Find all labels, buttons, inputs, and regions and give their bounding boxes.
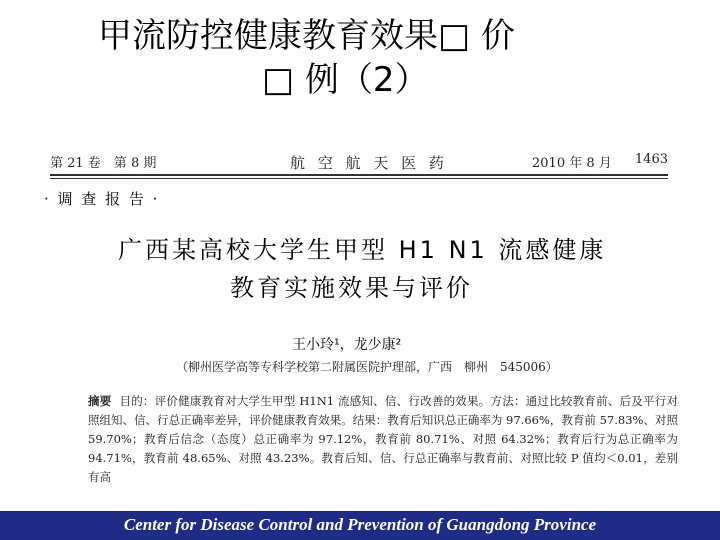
paper-authors: 王小玲¹，龙少康² (292, 337, 402, 353)
header-rule-thin (50, 178, 668, 179)
journal-name: 航 空 航 天 医 药 (290, 154, 448, 172)
journal-volume-issue: 第 21 卷 第 8 期 (50, 156, 157, 171)
slide-title-line1: 甲流防控健康教育效果□ 价 (98, 16, 515, 56)
abstract-text: 目的：评价健康教育对大学生甲型 H1N1 流感知、信、行改善的效果。方法：通过比较教育前、后及平行对照组知、信、行总正确率差异，评价健康教育效果。结果：教育后知识总正确率为 97.66%，教育前 57.83%、对照 59.70%；教育后信念（态度）总正确率为 97.12%，教育前 80.71%、对照 64.32%；教育后行为总正确率为 94.71%，教育前 48.65%、对照 43.23%。教育后知、信、行总正确率与教育前、对照比较 P 值均＜0.01，差别有高 (88, 394, 679, 484)
journal-date: 2010 年 8 月 (532, 156, 612, 171)
paper-abstract (88, 392, 678, 487)
footer-bar (0, 511, 720, 540)
paper-affiliation: （柳州医学高等专科学校第二附属医院护理部，广西 柳州 545006） (176, 360, 558, 374)
paper-title-line2: 教育实施效果与评价 (230, 274, 473, 302)
journal-header (50, 152, 668, 172)
footer-text: Center for Disease Control and Prevention of Guangdong Province (123, 515, 597, 534)
section-tag: · 调 查 报 告 · (44, 190, 160, 208)
journal-page-number: 1463 (634, 152, 668, 167)
paper-title-line1: 广西某高校大学生甲型 H1 N1 流感健康 (118, 236, 607, 264)
abstract-label: 摘要 (88, 394, 112, 408)
slide-title (0, 14, 720, 102)
slide-title-line2: □ 例（2） (262, 60, 429, 100)
header-rule-thick (50, 174, 668, 176)
